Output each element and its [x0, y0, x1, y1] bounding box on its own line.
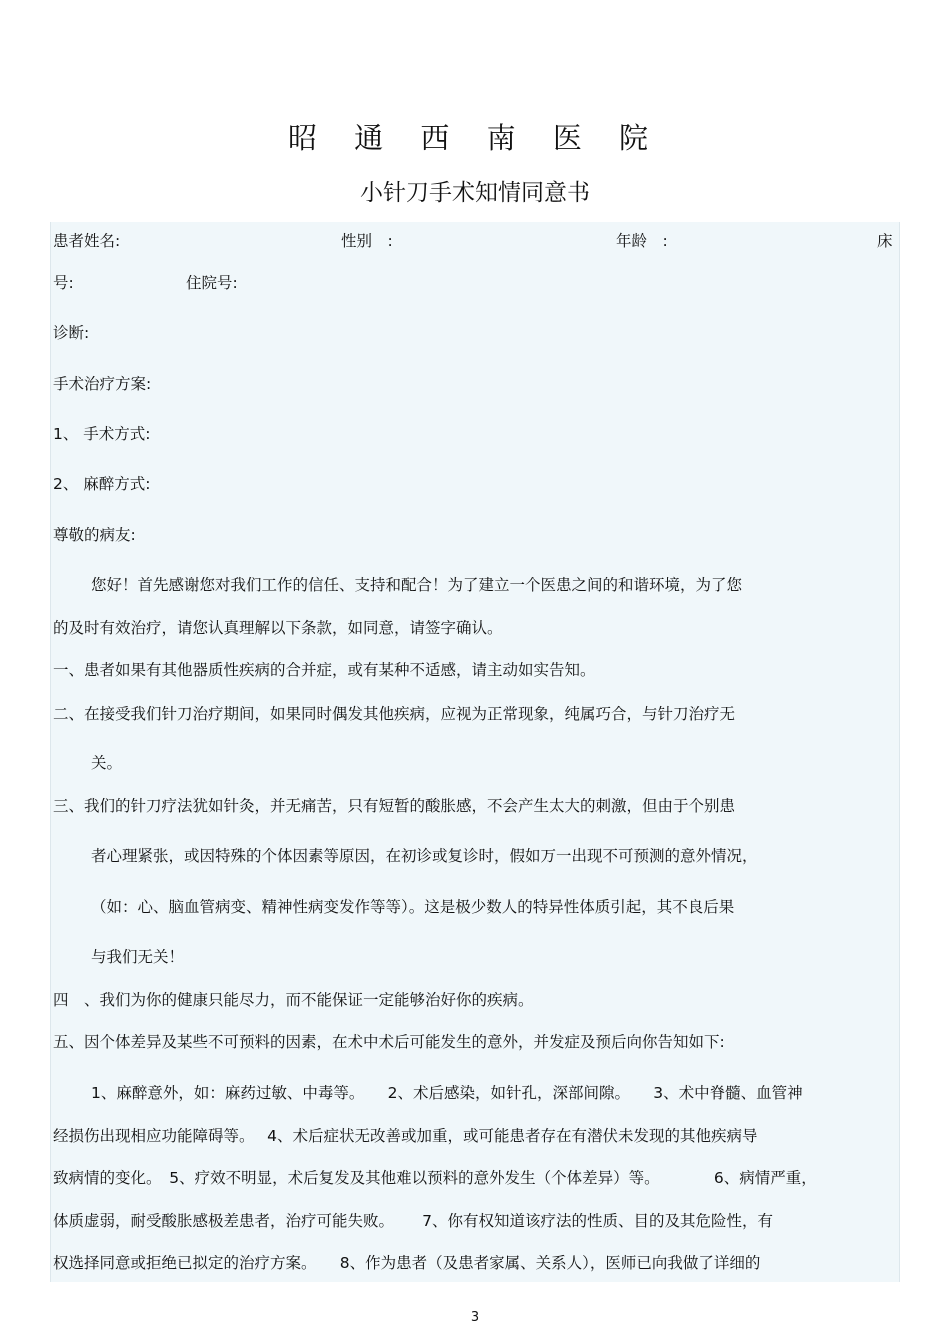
greeting: 尊敬的病友:	[53, 526, 136, 544]
clause-2-line-2: 关。	[91, 754, 123, 772]
clause-3-line-3: （如：心、脑血管病变、精神性病变发作等等）。这是极少数人的特异性体质引起，其不良后果	[91, 898, 735, 916]
form-title: 小针刀手术知情同意书	[360, 180, 590, 206]
intro-line-1: 您好！首先感谢您对我们工作的信任、支持和配合！为了建立一个医患之间的和谐环境，为了您	[91, 576, 743, 594]
risk-line-1: 1、麻醉意外，如：麻药过敏、中毒等。 2、术后感染，如针孔，深部间隙。 3、术中脊髓、血管神	[91, 1084, 803, 1102]
clause-3-line-4: 与我们无关！	[91, 948, 185, 966]
clause-1: 一、患者如果有其他器质性疾病的合并症，或有某种不适感，请主动如实告知。	[53, 661, 596, 679]
risk-line-2: 经损伤出现相应功能障碍等。 4、术后症状无改善或加重，或可能患者存在有潜伏未发现的其他疾病导	[53, 1127, 758, 1145]
page-number: 3	[470, 1310, 480, 1325]
anesthesia-method-label: 2、 麻醉方式:	[53, 475, 151, 493]
clause-5: 五、因个体差异及某些不可预料的因素，在术中术后可能发生的意外，并发症及预后向你告知如下:	[53, 1033, 725, 1051]
risk-line-3: 致病情的变化。 5、疗效不明显，术后复发及其他难以预料的意外发生（个体差异）等。 6、病情严重，	[53, 1169, 817, 1187]
surgery-method-label: 1、 手术方式:	[53, 425, 151, 443]
treatment-plan-label: 手术治疗方案:	[53, 375, 152, 393]
age-label: 年龄 :	[616, 232, 668, 250]
bed-label-part2: 号:	[53, 274, 74, 292]
admission-no-label: 住院号:	[186, 274, 238, 292]
clause-4: 四 、我们为你的健康只能尽力，而不能保证一定能够治好你的疾病。	[53, 991, 534, 1009]
gender-label: 性别 :	[341, 232, 393, 250]
clause-2-line-1: 二、在接受我们针刀治疗期间，如果同时偶发其他疾病，应视为正常现象，纯属巧合，与针刀治疗无	[53, 705, 736, 723]
patient-name-label: 患者姓名:	[53, 232, 121, 250]
consent-form-panel	[50, 222, 900, 1282]
clause-3-line-1: 三、我们的针刀疗法犹如针灸，并无痛苦，只有短暂的酸胀感，不会产生太大的刺激，但由于个别患	[53, 797, 736, 815]
bed-label-part1: 床	[877, 232, 893, 250]
intro-line-2: 的及时有效治疗，请您认真理解以下条款，如同意，请签字确认。	[53, 619, 503, 637]
risk-line-5: 权选择同意或拒绝已拟定的治疗方案。 8、作为患者（及患者家属、关系人），医师已向我做了详细的	[53, 1254, 761, 1272]
diagnosis-label: 诊断:	[53, 324, 90, 342]
hospital-name: 昭 通 西 南 医 院	[287, 121, 663, 155]
risk-line-4: 体质虚弱，耐受酸胀感极差患者，治疗可能失败。 7、你有权知道该疗法的性质、目的及其危险性，有	[53, 1212, 774, 1230]
clause-3-line-2: 者心理紧张，或因特殊的个体因素等原因，在初诊或复诊时，假如万一出现不可预测的意外情况，	[91, 847, 758, 865]
